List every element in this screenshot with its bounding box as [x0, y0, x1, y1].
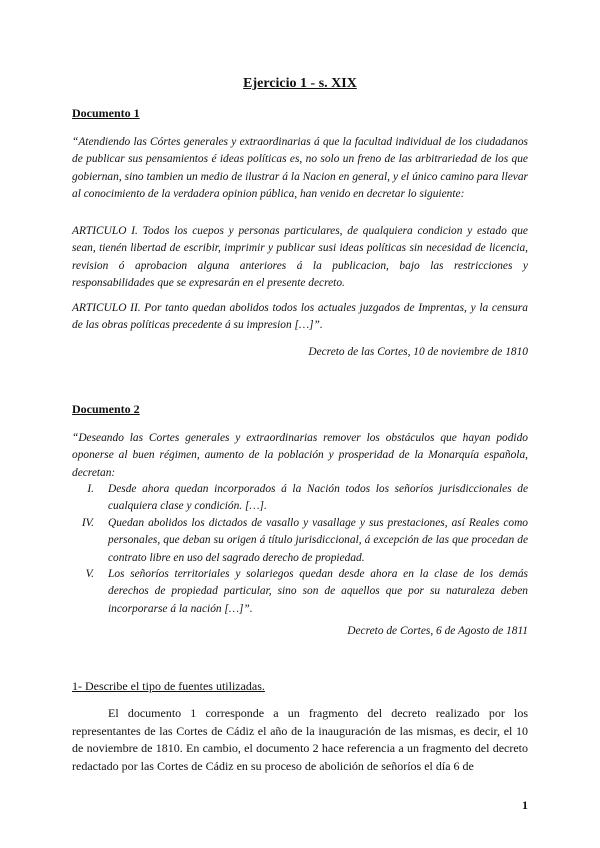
- doc2-list-item: [72, 515, 528, 569]
- list-item-text: Quedan abolidos los dictados de vasallo y vasallage y sus prestaciones, así Reales como personales, que deban su origen á título jurisdiccional, á excepción de las que procedan de contrato libre en uso del sagrado derecho de propiedad.: [108, 517, 528, 564]
- doc2-heading: Documento 2: [72, 402, 140, 416]
- page-number: 1: [522, 798, 528, 812]
- list-item-text: Desde ahora quedan incorporados á la Nación todos los señoríos jurisdiccionales de cualquiera clase y condición. […].: [108, 483, 528, 513]
- doc1-paragraph-intro: “Atendiendo las Córtes generales y extraordinarias á que la facultad individual de los ciudadanos de publicar sus pensamientos é ideas políticas es, no solo un freno de las arbitrariedad de los que gobiernan, sino tambien un medio de ilustrar á la Nacion en general, y el único camino para llevar al conocimiento de la verdadera opinion pública, han venido en decretar lo siguiente:: [72, 136, 528, 201]
- doc1-paragraph-article-1: ARTICULO I. Todos los cuepos y personas particulares, de qualquiera condicion y estado que sean, tienén libertad de escribir, imprimir y publicar susi ideas políticas sin necesidad de licencia, revision ó aprobacion alguna anteriores á la publicacion, bajo las restricciones y responsabilidades que se expresarán en el presente decreto.: [72, 225, 528, 290]
- doc1-heading: Documento 1: [72, 106, 140, 120]
- answer-paragraph: El documento 1 corresponde a un fragmento del decreto realizado por los representantes de las Cortes de Cádiz el año de la inauguración de las mismas, es decir, el 10 de noviembre de 1810. En cambio, el documento 2 hace referencia a un fragmento del decreto redactado por las Cortes de Cádiz en su proceso de abolición de señoríos el día 6 de: [72, 706, 528, 773]
- doc2-list-item: [72, 481, 528, 517]
- doc2-signature: Decreto de Cortes, 6 de Agosto de 1811: [347, 625, 528, 637]
- list-item-number: IV.: [81, 517, 94, 529]
- list-item-text: Los señoríos territoriales y solariegos quedan desde ahora en la clase de los demás derechos de propiedad particular, sino son de aquellos que por su naturaleza deben incorporarse á la nación […]”.: [108, 568, 528, 615]
- doc2-list-item: [72, 566, 528, 620]
- question-title: 1- Describe el tipo de fuentes utilizadas.: [72, 679, 265, 693]
- doc1-paragraph-article-2: ARTICULO II. Por tanto quedan abolidos todos los actuales juzgados de Imprentas, y la censura de las obras políticas precedente á su impresion […]”.: [72, 302, 528, 332]
- list-item-number: I.: [87, 483, 94, 495]
- page-title: Ejercicio 1 - s. XIX: [243, 76, 357, 91]
- list-item-number: V.: [85, 568, 94, 580]
- doc1-signature: Decreto de las Cortes, 10 de noviembre de 1810: [308, 346, 528, 358]
- doc2-paragraph-intro: “Deseando las Cortes generales y extraordinarias remover los obstáculos que hayan podido oponerse al buen régimen, aumento de la población y prosperidad de la Monarquía española, decretan:: [72, 432, 528, 479]
